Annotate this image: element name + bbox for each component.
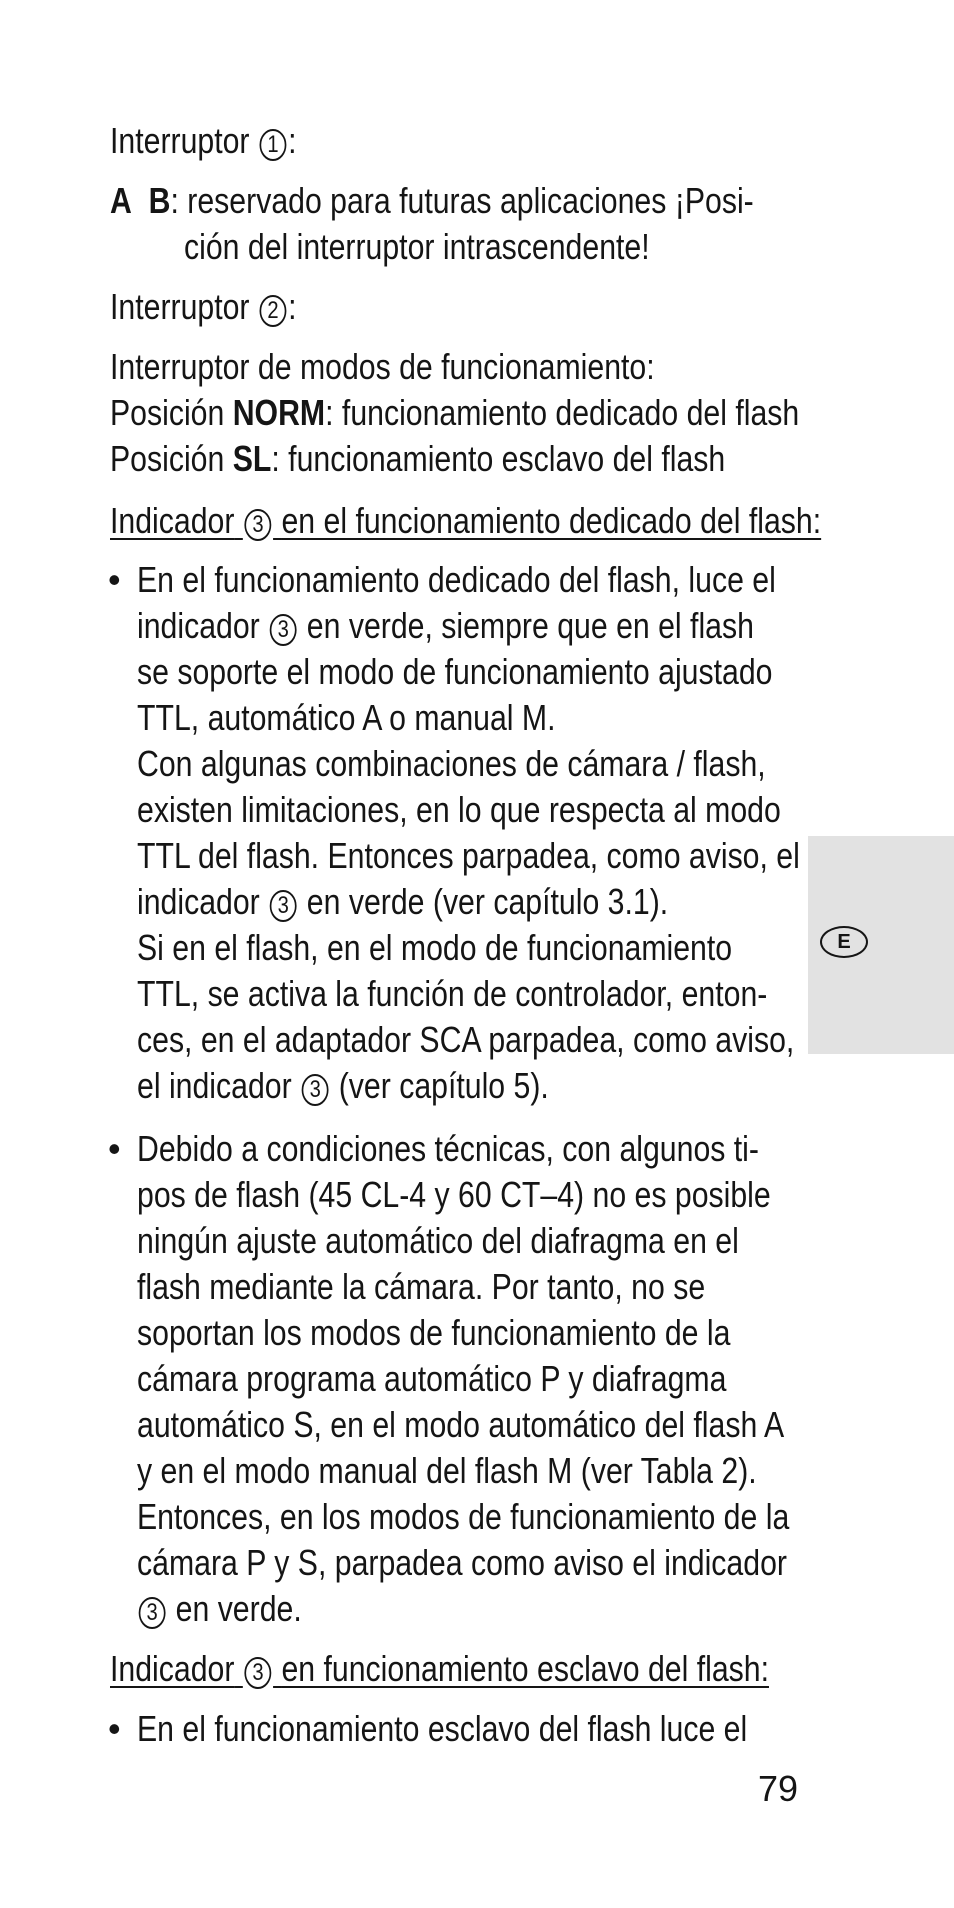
circled-number: 2 [260, 295, 287, 327]
circled-number: 3 [270, 614, 297, 646]
bullet1-line: el indicador 3 (ver capítulo 5). [137, 1065, 549, 1106]
bullet2-line: ningún ajuste automático del diafragma en el [137, 1220, 739, 1261]
switch2-heading: Interruptor 2 : [110, 286, 297, 327]
bullet2-line: cámara P y S, parpadea como aviso el indicador [137, 1542, 787, 1583]
bullet-dot: • [108, 1708, 121, 1749]
bullet2-line: flash mediante la cámara. Por tanto, no se [137, 1266, 706, 1307]
bullet-dot: • [108, 1128, 121, 1169]
page-number: 79 [758, 1768, 799, 1809]
circled-number: 1 [260, 129, 287, 161]
bullet1-line: TTL, automático A o manual M. [137, 697, 556, 738]
bullet-dot: • [108, 559, 121, 600]
bullet1-line: indicador 3 en verde, siempre que en el flash [137, 605, 754, 646]
modes-heading: Interruptor de modos de funcionamiento: [110, 346, 655, 387]
bullet1-line: indicador 3 en verde (ver capítulo 3.1). [137, 881, 669, 922]
bullet2-line: y en el modo manual del flash M (ver Tabla 2). [137, 1450, 757, 1491]
bullet1-line: Con algunas combinaciones de cámara / flash, [137, 743, 766, 784]
circled-number: 3 [245, 1657, 272, 1689]
switch1-heading: Interruptor 1 : [110, 120, 297, 161]
indicator-dedicated-heading: Indicador 3 en el funcionamiento dedicado del flash: [110, 500, 822, 541]
bullet1-line: TTL del flash. Entonces parpadea, como aviso, el [137, 835, 800, 876]
bullet1-line: En el funcionamiento dedicado del flash, luce el [137, 559, 776, 600]
ab-line2: ción del interruptor intrascendente! [184, 226, 650, 267]
circled-number: 3 [245, 509, 272, 541]
bullet2-line: Entonces, en los modos de funcionamiento de la [137, 1496, 790, 1537]
bullet1-line: ces, en el adaptador SCA parpadea, como aviso, [137, 1019, 795, 1060]
bullet3-line: En el funcionamiento esclavo del flash luce el [137, 1708, 748, 1749]
mode-norm: Posición NORM: funcionamiento dedicado del flash [110, 392, 800, 433]
bullet1-line: TTL, se activa la función de controlador, enton- [137, 973, 768, 1014]
circled-number: 3 [139, 1597, 166, 1629]
bullet2-line: soportan los modos de funcionamiento de la [137, 1312, 731, 1353]
circled-number: 3 [302, 1074, 329, 1106]
circled-number: 3 [270, 890, 297, 922]
bullet2-line: pos de flash (45 CL-4 y 60 CT–4) no es posible [137, 1174, 771, 1215]
mode-sl: Posición SL: funcionamiento esclavo del flash [110, 438, 726, 479]
bullet2-line: Debido a condiciones técnicas, con algunos ti- [137, 1128, 759, 1169]
bullet2-line: 3 en verde. [137, 1586, 302, 1632]
bullet1-line: existen limitaciones, en lo que respecta al modo [137, 789, 781, 830]
language-tab-label: E [820, 926, 868, 958]
bullet1-line: Si en el flash, en el modo de funcionamiento [137, 927, 733, 968]
bullet2-line: automático S, en el modo automático del flash A [137, 1404, 785, 1445]
bullet2-line: cámara programa automático P y diafragma [137, 1358, 727, 1399]
indicator-slave-heading: Indicador 3 en funcionamiento esclavo del flash: [110, 1648, 769, 1689]
bullet1-line: se soporte el modo de funcionamiento ajustado [137, 651, 773, 692]
ab-line1: A B: reservado para futuras aplicaciones ¡Posi- [110, 180, 754, 221]
